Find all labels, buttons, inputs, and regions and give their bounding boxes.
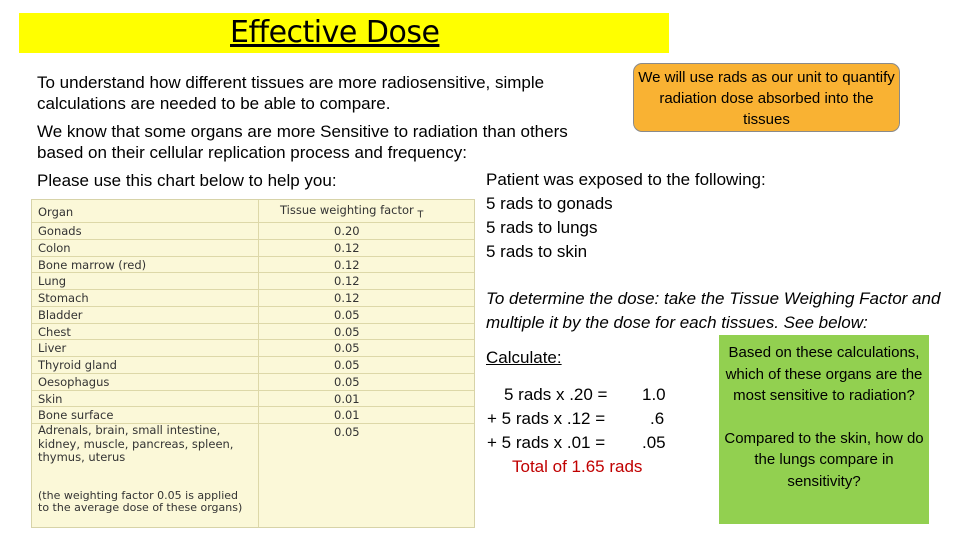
exposure-skin: 5 rads to skin [486, 242, 588, 261]
factor-cell: 0.12 [334, 257, 360, 272]
organ-cell: Liver [38, 341, 67, 356]
table-row [32, 356, 474, 374]
organ-cell: Bone surface [38, 408, 114, 423]
chart-instruction: Please use this chart below to help you: [37, 171, 337, 190]
calc-result-3: .05 [642, 433, 666, 452]
factor-cell: 0.05 [334, 307, 360, 322]
factor-cell: 0.05 [334, 324, 360, 339]
factor-cell: 0.05 [334, 358, 360, 372]
calc-total: Total of 1.65 rads [512, 457, 643, 476]
question-lungs-vs-skin: Compared to the skin, how do the lungs compare in sensitivity? [724, 429, 924, 490]
calc-result-2: .6 [650, 409, 665, 428]
table-row [32, 289, 474, 307]
table-row [32, 406, 474, 424]
organ-cell: Gonads [38, 224, 82, 238]
organ-cell: Bladder [38, 307, 83, 322]
intro-paragraph: To understand how different tissues are more radiosensitive, simple calculations are needed to be able to compare. [37, 73, 545, 113]
tissue-weighting-table [31, 199, 475, 528]
table-row [32, 222, 474, 240]
table-row [32, 373, 474, 391]
organ-cell: Bone marrow (red) [38, 257, 147, 272]
table-row-other-factor: 0.05 [334, 425, 360, 439]
table-row [32, 256, 474, 274]
organ-cell: Skin [38, 391, 63, 406]
page-title: Effective Dose [230, 15, 440, 50]
exposure-gonads: 5 rads to gonads [486, 194, 613, 213]
table-row [32, 306, 474, 324]
factor-cell: 0.01 [334, 391, 360, 406]
calc-expr-2: + 5 rads x .12 = [487, 409, 606, 428]
table-header [32, 200, 474, 222]
organ-cell: Lung [38, 274, 67, 289]
organ-cell: Chest [38, 324, 71, 339]
factor-cell: 0.12 [334, 274, 360, 289]
table-row [32, 339, 474, 357]
organ-header: Organ [38, 205, 74, 219]
calc-result-1: 1.0 [642, 385, 666, 404]
table-row [32, 323, 474, 341]
rads-callout: We will use rads as our unit to quantify radiation dose absorbed into the tissues [633, 63, 900, 132]
sensitivity-paragraph: We know that some organs are more Sensitive to radiation than others based on their cellular replication process and frequency: [37, 122, 568, 162]
factor-cell: 0.05 [334, 341, 360, 356]
factor-cell: 0.05 [334, 374, 360, 389]
determine-instructions: To determine the dose: take the Tissue Weighing Factor and multiple it by the dose for each tissues. See below: [486, 289, 941, 332]
organ-cell: Thyroid gland [38, 358, 117, 372]
factor-cell: 0.12 [334, 291, 360, 305]
factor-header: Tissue weighting factor $_T$ [280, 203, 424, 221]
calculate-label: Calculate: [486, 348, 562, 367]
calc-expr-1: 5 rads x .20 = [504, 385, 608, 404]
exposure-lungs: 5 rads to lungs [486, 218, 598, 237]
organ-cell: Colon [38, 240, 71, 255]
factor-cell: 0.20 [334, 224, 360, 238]
table-row [32, 239, 474, 257]
factor-cell: 0.01 [334, 408, 360, 423]
table-row-other-organs: Adrenals, brain, small intestine, kidney, muscle, pancreas, spleen, thymus, uterus [38, 423, 234, 464]
patient-exposure [486, 168, 766, 264]
factor-cell: 0.12 [334, 240, 360, 255]
question-box [719, 335, 929, 524]
organ-cell: Oesophagus [38, 374, 110, 389]
table-row [32, 390, 474, 408]
question-most-sensitive: Based on these calculations, which of these organs are the most sensitive to radiation? [725, 344, 923, 404]
patient-intro: Patient was exposed to the following: [486, 170, 766, 189]
table-note: (the weighting factor 0.05 is applied to the average dose of these organs) [38, 489, 243, 514]
organ-cell: Stomach [38, 291, 89, 305]
calc-expr-3: + 5 rads x .01 = [487, 433, 606, 452]
table-row [32, 272, 474, 290]
